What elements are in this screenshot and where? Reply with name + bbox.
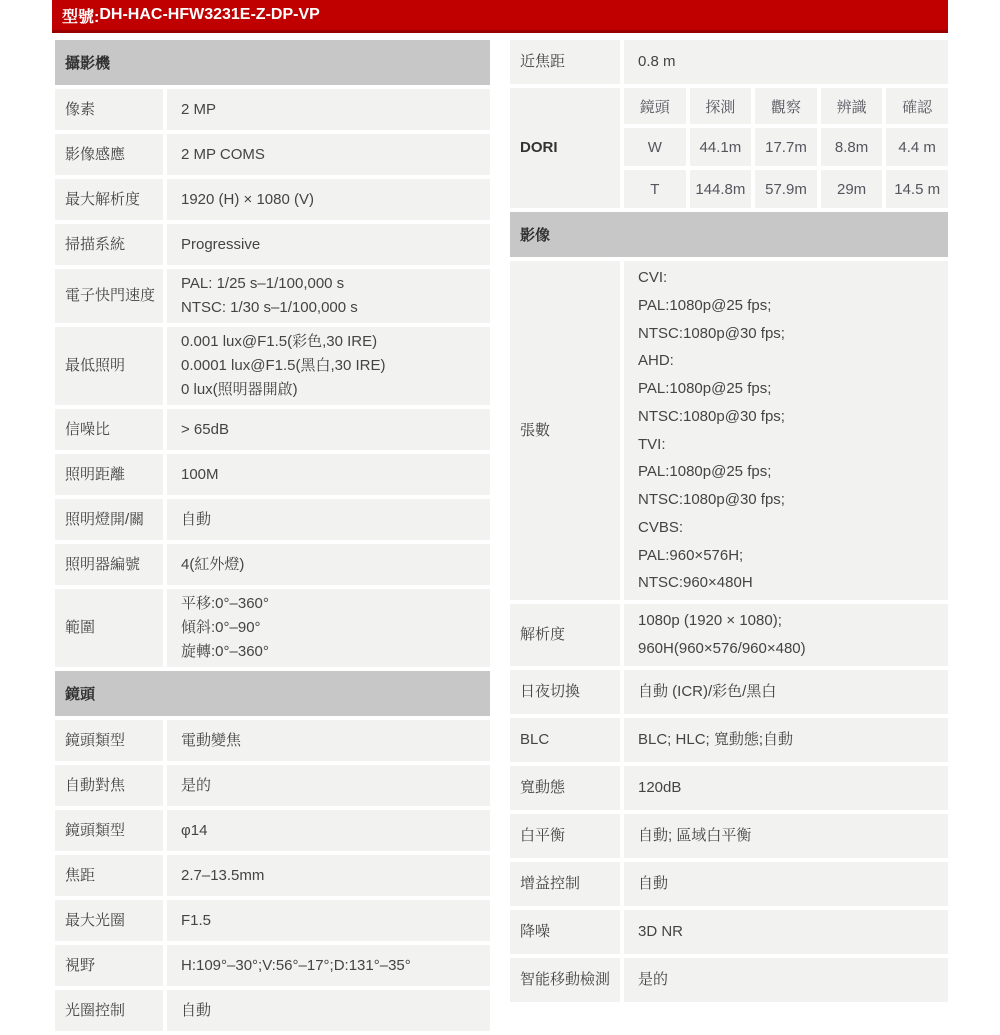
spec-value: [624, 261, 948, 600]
spec-value: [624, 958, 948, 1002]
spec-label: 影像感應: [55, 134, 163, 175]
spec-value: [167, 855, 490, 896]
spec-label: 張數: [510, 261, 620, 600]
spec-label: 增益控制: [510, 862, 620, 906]
spec-value: [167, 499, 490, 540]
spec-value-line: H:109°–30°;V:56°–17°;D:131°–35°: [181, 956, 411, 974]
spec-row: [510, 814, 948, 858]
spec-value-line: NTSC:1080p@30 fps;: [638, 324, 785, 342]
spec-label: 日夜切換: [510, 670, 620, 714]
dori-data-row: [624, 128, 948, 166]
spec-row: [510, 718, 948, 762]
spec-row: [510, 910, 948, 954]
spec-value-line: PAL:1080p@25 fps;: [638, 296, 772, 314]
spec-label: 最大光圈: [55, 900, 163, 941]
spec-value-line: 自動: [181, 510, 212, 528]
spec-value-line: Progressive: [181, 235, 261, 253]
spec-value-line: CVBS:: [638, 518, 684, 536]
dori-header-cell: 確認: [886, 88, 948, 124]
right-spec-column: [510, 40, 948, 1006]
spec-row: [55, 454, 490, 495]
spec-value: [167, 990, 490, 1031]
spec-value-line: PAL:1080p@25 fps;: [638, 380, 772, 397]
spec-value-line: 2.7–13.5mm: [181, 866, 265, 884]
spec-value-line: 4(紅外燈): [181, 555, 245, 573]
dori-value-cell: 4.4 m: [886, 128, 948, 166]
spec-value-line: NTSC:1080p@30 fps;: [638, 491, 785, 508]
spec-row: [55, 224, 490, 265]
dori-header-cell: 探測: [690, 88, 752, 124]
spec-row: [55, 945, 490, 986]
spec-row: [55, 89, 490, 130]
spec-label: 照明燈開/關: [55, 499, 163, 540]
model-title-bar: [52, 0, 948, 33]
spec-value-line: 自動; 區域白平衡: [638, 826, 752, 844]
dori-header-cell: 鏡頭: [624, 88, 686, 124]
spec-value: [167, 269, 490, 323]
spec-value: [167, 327, 490, 405]
spec-value-line: 0 lux(照明器開啟): [181, 381, 298, 398]
spec-label: 解析度: [510, 604, 620, 666]
spec-value-line: 是的: [638, 970, 669, 988]
dori-value-cell: 44.1m: [690, 128, 752, 166]
spec-label: 照明距離: [55, 454, 163, 495]
spec-label: 電子快門速度: [55, 269, 163, 323]
spec-row: [55, 810, 490, 851]
spec-row: [55, 589, 490, 667]
spec-row: [510, 958, 948, 1002]
spec-row: [55, 179, 490, 220]
spec-value-line: F1.5: [181, 911, 212, 929]
spec-value-line: NTSC: 1/30 s–1/100,000 s: [181, 299, 358, 316]
spec-value-line: 100M: [181, 465, 219, 483]
spec-value: [624, 766, 948, 810]
spec-value: [624, 670, 948, 714]
spec-value: [624, 718, 948, 762]
spec-label: 鏡頭類型: [55, 720, 163, 761]
dori-value-cell: 144.8m: [690, 170, 752, 208]
spec-value-line: NTSC:960×480H: [638, 574, 753, 592]
spec-value: [167, 89, 490, 130]
spec-label: 自動對焦: [55, 765, 163, 806]
spec-value: [167, 409, 490, 450]
spec-label: 信噪比: [55, 409, 163, 450]
spec-label: 降噪: [510, 910, 620, 954]
spec-row: [510, 604, 948, 666]
spec-value-line: φ14: [181, 821, 208, 839]
dori-value-cell: 17.7m: [755, 128, 817, 166]
spec-label: 像素: [55, 89, 163, 130]
spec-value-line: 是的: [181, 776, 212, 794]
spec-value-line: 傾斜:0°–90°: [181, 619, 261, 636]
spec-value-line: PAL:960×576H;: [638, 546, 744, 564]
spec-value: [624, 862, 948, 906]
spec-value-line: TVI:: [638, 435, 666, 453]
spec-value-line: 1920 (H) × 1080 (V): [181, 190, 314, 208]
spec-label: 光圈控制: [55, 990, 163, 1031]
spec-value: [167, 810, 490, 851]
spec-value-line: 電動變焦: [181, 731, 242, 749]
spec-label: 最大解析度: [55, 179, 163, 220]
spec-value-line: 自動: [181, 1001, 212, 1019]
spec-label: 掃描系統: [55, 224, 163, 265]
section-header: 鏡頭: [55, 671, 490, 716]
spec-label: 寬動態: [510, 766, 620, 810]
spec-label: 視野: [55, 945, 163, 986]
spec-value-line: > 65dB: [181, 420, 229, 438]
dori-value-cell: 57.9m: [755, 170, 817, 208]
spec-label: 智能移動檢測: [510, 958, 620, 1002]
dori-header-cell: 辨識: [821, 88, 883, 124]
dori-value-cell: T: [624, 170, 686, 208]
spec-value-line: 自動: [638, 874, 669, 892]
dori-value-cell: 8.8m: [821, 128, 883, 166]
spec-label: BLC: [510, 718, 620, 762]
dori-grid: [624, 88, 948, 208]
spec-row: [510, 40, 948, 84]
dori-header-cell: 觀察: [755, 88, 817, 124]
spec-value-line: 120dB: [638, 778, 682, 796]
spec-value-line: 0.001 lux@F1.5(彩色,30 IRE): [181, 333, 378, 350]
spec-label: 近焦距: [510, 40, 620, 84]
spec-row: [510, 862, 948, 906]
spec-value: [167, 720, 490, 761]
spec-row: [55, 720, 490, 761]
spec-row: [55, 409, 490, 450]
spec-value: [167, 179, 490, 220]
spec-label: 範圍: [55, 589, 163, 667]
spec-value-line: AHD:: [638, 352, 674, 370]
spec-value: [624, 814, 948, 858]
spec-value-line: 1080p (1920 × 1080);: [638, 612, 782, 629]
spec-value: [624, 40, 948, 84]
dori-table: [510, 88, 948, 208]
spec-value: [167, 544, 490, 585]
spec-value: [624, 604, 948, 666]
spec-value-line: CVI:: [638, 269, 668, 286]
section-header: 攝影機: [55, 40, 490, 85]
spec-row: [510, 261, 948, 600]
spec-row: [55, 499, 490, 540]
spec-value-line: 0.8 m: [638, 53, 676, 71]
spec-value-line: 自動 (ICR)/彩色/黑白: [638, 682, 777, 700]
dori-value-cell: 29m: [821, 170, 883, 208]
model-number: DH-HAC-HFW3231E-Z-DP-VP: [99, 6, 320, 23]
spec-value-line: BLC; HLC; 寬動態;自動: [638, 730, 794, 748]
spec-value: [624, 910, 948, 954]
spec-value: [167, 134, 490, 175]
spec-row: [55, 855, 490, 896]
model-label: 型號:: [62, 8, 100, 26]
spec-row: [55, 990, 490, 1031]
section-header: 影像: [510, 212, 948, 257]
spec-row: [55, 544, 490, 585]
spec-row: [55, 134, 490, 175]
spec-row: [55, 900, 490, 941]
spec-row: [55, 327, 490, 405]
spec-row: [510, 766, 948, 810]
dori-value-cell: W: [624, 128, 686, 166]
spec-value-line: PAL: 1/25 s–1/100,000 s: [181, 275, 345, 292]
dori-label: DORI: [510, 88, 620, 208]
spec-label: 照明器編號: [55, 544, 163, 585]
spec-row: [55, 269, 490, 323]
spec-value-line: 旋轉:0°–360°: [181, 643, 269, 660]
spec-label: 鏡頭類型: [55, 810, 163, 851]
spec-value-line: 0.0001 lux@F1.5(黑白,30 IRE): [181, 357, 386, 374]
dori-data-row: [624, 170, 948, 208]
spec-label: 白平衡: [510, 814, 620, 858]
spec-value: [167, 224, 490, 265]
spec-value: [167, 589, 490, 667]
spec-value: [167, 765, 490, 806]
spec-value: [167, 945, 490, 986]
spec-row: [55, 765, 490, 806]
dori-value-cell: 14.5 m: [886, 170, 948, 208]
dori-header-row: [624, 88, 948, 124]
spec-label: 最低照明: [55, 327, 163, 405]
spec-value-line: 2 MP: [181, 100, 217, 118]
spec-row: [510, 670, 948, 714]
spec-value-line: NTSC:1080p@30 fps;: [638, 407, 785, 425]
spec-value-line: PAL:1080p@25 fps;: [638, 463, 772, 481]
spec-value: [167, 454, 490, 495]
left-spec-column: [55, 40, 490, 1035]
spec-value-line: 960H(960×576/960×480): [638, 639, 806, 657]
spec-value: [167, 900, 490, 941]
spec-value-line: 2 MP COMS: [181, 145, 265, 163]
spec-value-line: 平移:0°–360°: [181, 595, 269, 612]
spec-value-line: 3D NR: [638, 922, 684, 940]
spec-label: 焦距: [55, 855, 163, 896]
